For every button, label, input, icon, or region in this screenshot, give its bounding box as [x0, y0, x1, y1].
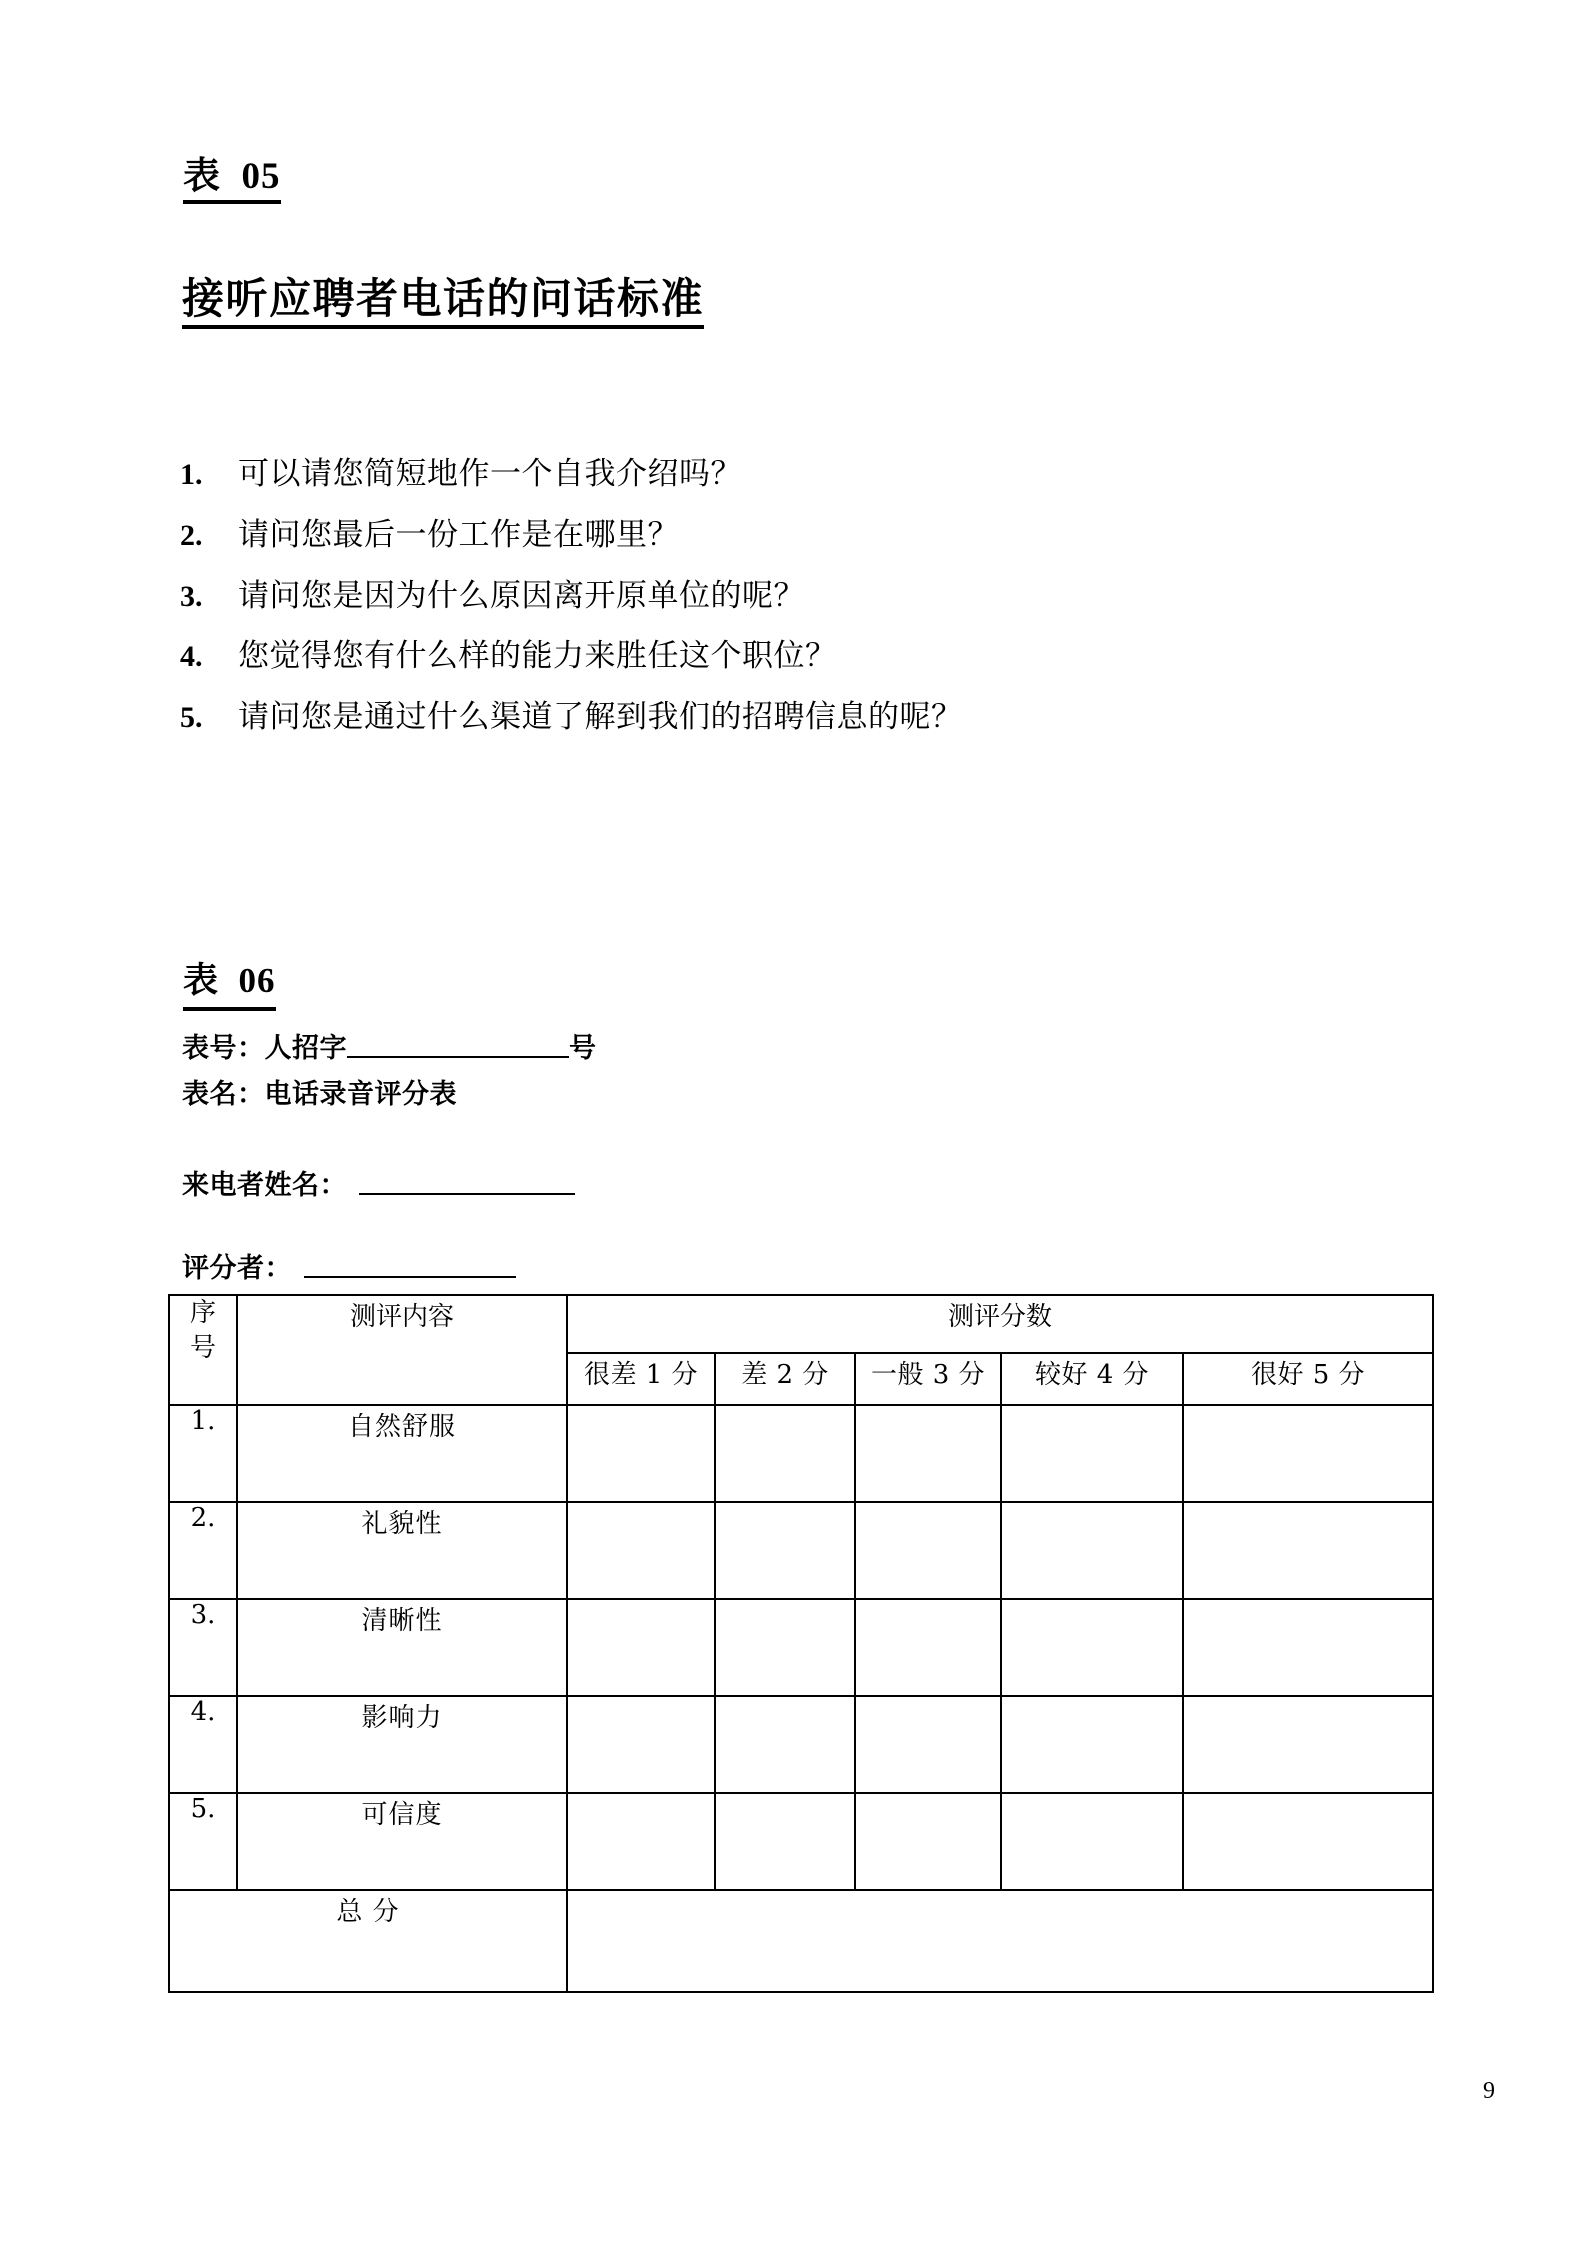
column-header-scale-2: 差 2 分 [715, 1353, 855, 1405]
score-cell-5[interactable] [1183, 1405, 1433, 1502]
score-cell-1[interactable] [567, 1696, 715, 1793]
score-cell-2[interactable] [715, 1696, 855, 1793]
table-total-row [169, 1890, 1433, 1992]
score-cell-2[interactable] [715, 1793, 855, 1890]
rater-label: 评分者： [182, 1253, 292, 1284]
row-number: 3. [169, 1599, 237, 1696]
row-item-label: 影响力 [237, 1696, 567, 1793]
score-cell-3[interactable] [855, 1599, 1001, 1696]
question-number: 2. [180, 518, 203, 552]
score-cell-4[interactable] [1001, 1793, 1183, 1890]
question-text: 可以请您简短地作一个自我介绍吗？ [238, 456, 742, 492]
total-label: 总 分 [169, 1890, 567, 1992]
column-header-content: 测评内容 [237, 1295, 567, 1405]
list-item [180, 577, 1360, 616]
score-cell-3[interactable] [855, 1696, 1001, 1793]
rater-blank[interactable] [304, 1275, 516, 1278]
column-header-scale-3: 一般 3 分 [855, 1353, 1001, 1405]
row-number: 2. [169, 1502, 237, 1599]
form-name-line [182, 1072, 457, 1111]
score-cell-3[interactable] [855, 1405, 1001, 1502]
question-number: 5. [180, 701, 203, 734]
question-text: 请问您是通过什么渠道了解到我们的招聘信息的呢？ [238, 699, 963, 735]
score-cell-3[interactable] [855, 1793, 1001, 1890]
score-cell-4[interactable] [1001, 1599, 1183, 1696]
score-cell-5[interactable] [1183, 1502, 1433, 1599]
score-cell-5[interactable] [1183, 1793, 1433, 1890]
column-header-scale-1: 很差 1 分 [567, 1353, 715, 1405]
column-header-scale-5: 很好 5 分 [1183, 1353, 1433, 1405]
caller-name-label: 来电者姓名： [182, 1170, 347, 1201]
table-header-row [169, 1295, 1433, 1353]
column-header-index [169, 1295, 237, 1405]
caller-name-blank[interactable] [359, 1192, 575, 1195]
form-number-unit: 号 [569, 1033, 597, 1064]
row-item-label: 可信度 [237, 1793, 567, 1890]
rater-line [182, 1246, 516, 1285]
column-header-scale-4: 较好 4 分 [1001, 1353, 1183, 1405]
question-list [180, 455, 1360, 759]
score-cell-5[interactable] [1183, 1599, 1433, 1696]
column-header-index-char1: 序 [189, 1298, 216, 1328]
form-number-label: 表号：人招字 [182, 1033, 347, 1064]
question-text: 请问您是因为什么原因离开原单位的呢？ [238, 577, 805, 614]
table-row [169, 1599, 1433, 1696]
list-item [180, 455, 1360, 494]
list-item [180, 516, 1360, 555]
form-06-label: 表 06 [183, 953, 276, 1011]
score-cell-1[interactable] [567, 1405, 715, 1502]
table-row [169, 1793, 1433, 1890]
column-header-index-char2: 号 [189, 1333, 216, 1364]
row-number: 4. [169, 1696, 237, 1793]
caller-name-line [182, 1163, 575, 1202]
row-number: 1. [169, 1405, 237, 1502]
total-value-cell[interactable] [567, 1890, 1433, 1992]
score-cell-2[interactable] [715, 1599, 855, 1696]
form-05-label: 表 05 [183, 158, 281, 204]
row-number: 5. [169, 1793, 237, 1890]
page-number: 9 [1483, 2078, 1495, 2104]
table-row [169, 1405, 1433, 1502]
list-item [180, 698, 1360, 737]
row-item-label: 自然舒服 [237, 1405, 567, 1502]
score-cell-5[interactable] [1183, 1696, 1433, 1793]
question-number: 4. [180, 640, 203, 674]
score-cell-1[interactable] [567, 1793, 715, 1890]
row-item-label: 清晰性 [237, 1599, 567, 1696]
score-cell-2[interactable] [715, 1502, 855, 1599]
form-number-line [182, 1026, 597, 1065]
table-row [169, 1502, 1433, 1599]
page-title: 接听应聘者电话的问话标准 [182, 276, 704, 329]
score-cell-4[interactable] [1001, 1696, 1183, 1793]
score-cell-4[interactable] [1001, 1502, 1183, 1599]
column-header-score-group: 测评分数 [567, 1295, 1433, 1353]
question-number: 3. [180, 579, 203, 613]
score-cell-4[interactable] [1001, 1405, 1183, 1502]
row-item-label: 礼貌性 [237, 1502, 567, 1599]
score-cell-1[interactable] [567, 1502, 715, 1599]
question-text: 请问您最后一份工作是在哪里？ [238, 516, 679, 553]
question-text: 您觉得您有什么样的能力来胜任这个职位？ [238, 638, 837, 675]
form-number-blank[interactable] [347, 1055, 569, 1058]
score-cell-2[interactable] [715, 1405, 855, 1502]
score-cell-1[interactable] [567, 1599, 715, 1696]
list-item [180, 637, 1360, 676]
score-table [168, 1294, 1434, 1993]
question-number: 1. [180, 458, 203, 491]
form-name-label: 表名：电话录音评分表 [182, 1079, 457, 1110]
score-cell-3[interactable] [855, 1502, 1001, 1599]
table-row [169, 1696, 1433, 1793]
